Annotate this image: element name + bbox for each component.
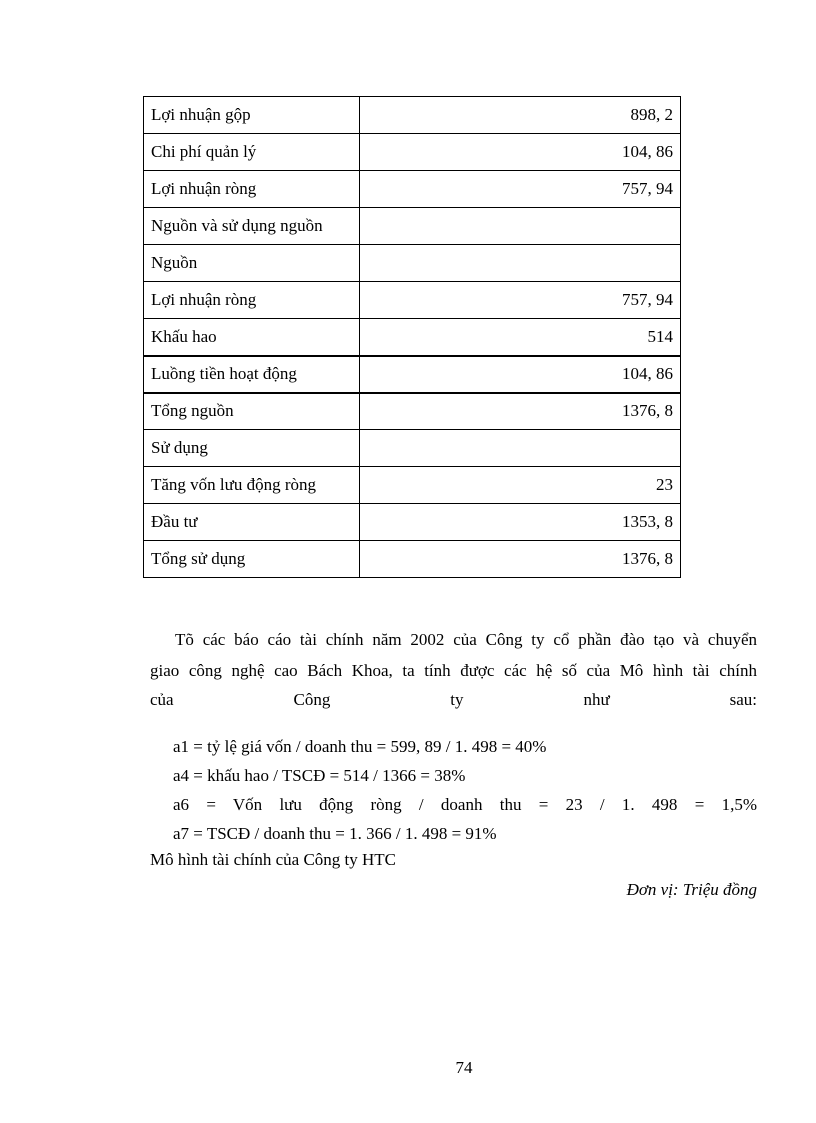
row-value: 514 [360,319,681,356]
row-label: Tổng nguồn [144,393,360,430]
formula-a7: a7 = TSCĐ / doanh thu = 1. 366 / 1. 498 = 91% [173,824,497,843]
row-label: Lợi nhuận gộp [144,97,360,134]
table-row [144,97,681,134]
row-label: Lợi nhuận ròng [144,171,360,208]
formula-a1: a1 = tỷ lệ giá vốn / doanh thu = 599, 89 / 1. 498 = 40% [173,737,547,756]
row-value: 104, 86 [360,356,681,393]
table-row [144,245,681,282]
row-label: Tổng sử dụng [144,541,360,578]
formula-a6: a6 = Vốn lưu động ròng / doanh thu = 23 / 1. 498 = 1,5% [173,795,757,814]
page-number: 74 [455,1058,473,1077]
row-value: 1353, 8 [360,504,681,541]
row-label: Nguồn [144,245,360,282]
table-row [144,319,681,356]
row-label: Nguồn và sử dụng nguồn [144,208,360,245]
table-row [144,393,681,430]
paragraph-word: như [583,690,610,709]
formula-a4: a4 = khấu hao / TSCĐ = 514 / 1366 = 38% [173,766,466,785]
model-title: Mô hình tài chính của Công ty HTC [150,850,397,869]
paragraph-word: sau: [729,690,757,709]
row-label: Chi phí quản lý [144,134,360,171]
paragraph-line: giao công nghệ cao Bách Khoa, ta tính được các hệ số của Mô hình tài chính [150,661,757,680]
table-row [144,541,681,578]
intro-paragraph [150,626,757,688]
row-label: Tăng vốn lưu động ròng [144,467,360,504]
table-row [144,467,681,504]
row-value: 757, 94 [360,171,681,208]
row-value: 1376, 8 [360,541,681,578]
row-value [360,430,681,467]
paragraph-word: ty [450,690,464,709]
paragraph-last-line [150,690,757,710]
table-row [144,171,681,208]
row-label: Đầu tư [144,504,360,541]
table-row [144,134,681,171]
table-row [144,430,681,467]
row-value: 898, 2 [360,97,681,134]
financial-table [143,96,681,578]
table-row [144,356,681,393]
row-value: 23 [360,467,681,504]
formula-list [173,732,757,848]
table-row [144,208,681,245]
row-value: 104, 86 [360,134,681,171]
paragraph-line: Tõ các báo cáo tài chính năm 2002 của Công ty cổ phần đào tạo và chuyển [175,630,757,649]
row-value: 1376, 8 [360,393,681,430]
paragraph-word: của [150,690,174,709]
unit-note: Đơn vị: Triệu đồng [626,880,757,899]
paragraph-word: Công [293,690,331,709]
row-label: Lợi nhuận ròng [144,282,360,319]
row-value [360,208,681,245]
row-label: Sử dụng [144,430,360,467]
table-row [144,282,681,319]
row-label: Khấu hao [144,319,360,356]
row-label: Luồng tiền hoạt động [144,356,360,393]
row-value: 757, 94 [360,282,681,319]
row-value [360,245,681,282]
table-row [144,504,681,541]
